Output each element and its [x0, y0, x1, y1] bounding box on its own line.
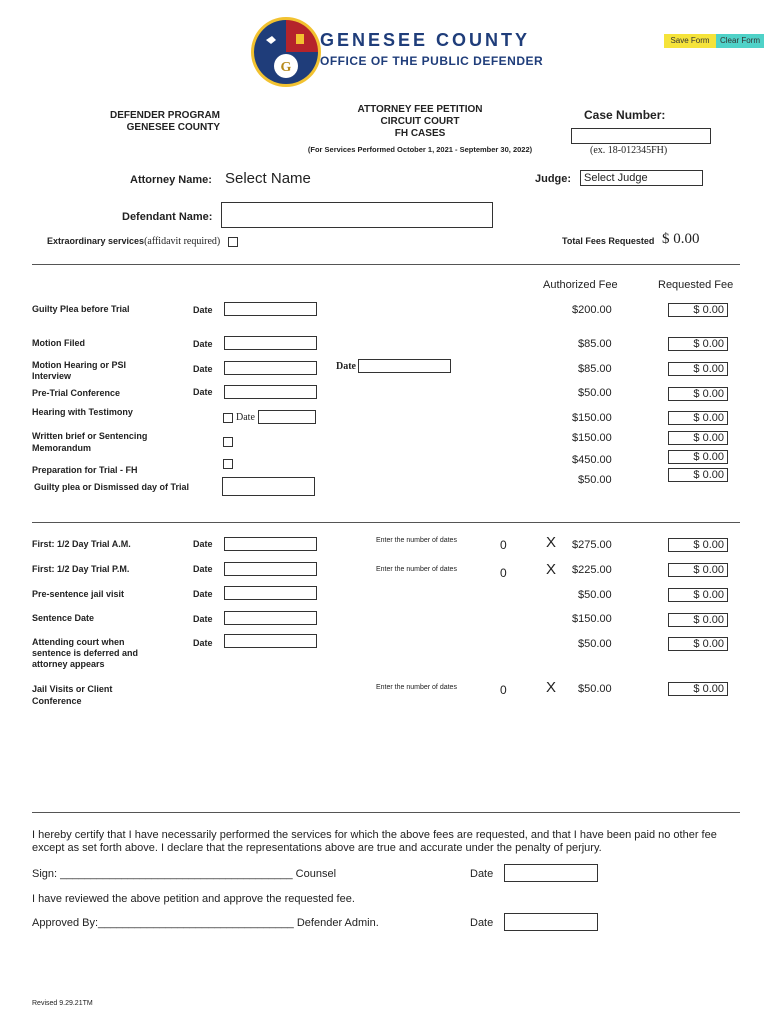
date-input[interactable] — [224, 361, 317, 375]
fee-row-label: Preparation for Trial - FH — [32, 465, 138, 475]
date-count: 0 — [500, 683, 507, 697]
authorized-fee: $85.00 — [578, 363, 612, 375]
multiply-icon: X — [546, 534, 557, 551]
sign-line: Sign: ______________________________________ Counsel — [32, 868, 337, 880]
date-input[interactable] — [358, 359, 451, 373]
date-input[interactable] — [224, 634, 317, 648]
date-label: Date — [193, 564, 213, 574]
date-label: Date — [236, 412, 255, 423]
requested-fee-input[interactable]: $ 0.00 — [668, 588, 728, 602]
date-label: Date — [193, 638, 213, 648]
brief-checkbox[interactable] — [223, 437, 233, 447]
date-label: Date — [193, 339, 213, 349]
date-input[interactable] — [224, 586, 317, 600]
case-number-label: Case Number: — [584, 108, 666, 122]
county-seal-icon — [248, 12, 328, 90]
authorized-fee: $150.00 — [572, 432, 612, 444]
svg-text:G: G — [280, 60, 292, 75]
fee-row-label: Guilty plea or Dismissed day of Trial — [34, 482, 190, 492]
authorized-fee: $200.00 — [572, 304, 612, 316]
date-label: Date — [336, 361, 356, 372]
preparation-checkbox[interactable] — [223, 459, 233, 469]
requested-fee-input[interactable]: $ 0.00 — [668, 563, 728, 577]
defendant-name-label: Defendant Name: — [122, 211, 213, 223]
date-input[interactable] — [224, 385, 317, 399]
defendant-name-input[interactable] — [221, 202, 493, 228]
authorized-fee: $225.00 — [572, 564, 612, 576]
date-label: Date — [193, 539, 213, 549]
requested-fee-input[interactable]: $ 0.00 — [668, 682, 728, 696]
enter-dates-label: Enter the number of dates — [376, 684, 457, 691]
case-number-example: (ex. 18-012345FH) — [590, 145, 668, 156]
office-name: OFFICE OF THE PUBLIC DEFENDER — [320, 54, 544, 68]
program-title: DEFENDER PROGRAM GENESEE COUNTY — [109, 110, 220, 133]
enter-dates-label: Enter the number of dates — [376, 566, 457, 573]
total-fees-label: Total Fees Requested — [562, 236, 655, 246]
divider — [32, 264, 740, 265]
approval-date-input[interactable] — [504, 913, 598, 931]
total-fees-value: $ 0.00 — [662, 231, 700, 247]
fee-row-label: Motion Filed — [32, 338, 85, 348]
authorized-fee: $275.00 — [572, 539, 612, 551]
divider — [32, 522, 740, 523]
attorney-name-label: Attorney Name: — [130, 174, 212, 186]
fee-row-label: Hearing with Testimony — [32, 407, 133, 417]
service-period: (For Services Performed October 1, 2021 - September 30, 2022) — [307, 145, 533, 154]
date-input[interactable] — [224, 336, 317, 350]
county-name: GENESEE COUNTY — [320, 30, 531, 50]
divider — [32, 812, 740, 813]
date-input[interactable] — [224, 562, 317, 576]
date-label: Date — [193, 364, 213, 374]
date-label: Date — [470, 868, 494, 880]
authorized-fee: $50.00 — [578, 387, 612, 399]
date-input[interactable] — [258, 410, 316, 424]
requested-fee-input[interactable]: $ 0.00 — [668, 538, 728, 552]
fee-row-label: Pre-sentence jail visit — [32, 589, 125, 599]
fee-row-label: Motion Hearing or PSI Interview — [32, 360, 127, 381]
authorized-fee: $150.00 — [572, 613, 612, 625]
date-label: Date — [193, 589, 213, 599]
save-form-button[interactable]: Save Form — [664, 34, 716, 48]
date-input[interactable] — [224, 611, 317, 625]
clear-form-button[interactable]: Clear Form — [716, 34, 764, 48]
requested-fee-input[interactable]: $ 0.00 — [668, 303, 728, 317]
requested-fee-input[interactable]: $ 0.00 — [668, 387, 728, 401]
authorized-fee-header: Authorized Fee — [543, 279, 618, 291]
fee-row-label: Written brief or Sentencing Memorandum — [32, 431, 148, 453]
hearing-checkbox[interactable] — [223, 413, 233, 423]
fee-row-label: Guilty Plea before Trial — [32, 304, 130, 314]
attorney-name-select[interactable]: Select Name — [225, 170, 311, 187]
requested-fee-input[interactable]: $ 0.00 — [668, 637, 728, 651]
requested-fee-input[interactable]: $ 0.00 — [668, 613, 728, 627]
fee-row-label: Pre-Trial Conference — [32, 388, 121, 398]
authorized-fee: $50.00 — [578, 638, 612, 650]
requested-fee-input[interactable]: $ 0.00 — [668, 337, 728, 351]
extraordinary-label: Extraordinary services(affidavit required) — [47, 236, 221, 247]
date-label: Date — [193, 387, 213, 397]
date-input[interactable] — [224, 537, 317, 551]
judge-select[interactable]: Select Judge — [580, 170, 703, 186]
date-input[interactable] — [222, 488, 315, 496]
authorized-fee: $50.00 — [578, 474, 612, 486]
approved-by-line: Approved By:________________________________ Defender Admin. — [32, 917, 379, 929]
date-label: Date — [193, 614, 213, 624]
case-number-input[interactable] — [571, 128, 711, 144]
authorized-fee: $85.00 — [578, 338, 612, 350]
logo — [248, 12, 548, 90]
extraordinary-checkbox[interactable] — [228, 237, 238, 247]
fee-row-label: Attending court when sentence is deferred and attorney appears — [32, 637, 139, 669]
fee-row-label: First: 1/2 Day Trial A.M. — [32, 539, 131, 549]
requested-fee-input[interactable]: $ 0.00 — [668, 450, 728, 464]
enter-dates-label: Enter the number of dates — [376, 537, 457, 544]
fee-row-label: First: 1/2 Day Trial P.M. — [32, 564, 130, 574]
revised-note: Revised 9.29.21TM — [32, 1000, 93, 1007]
requested-fee-input[interactable]: $ 0.00 — [668, 411, 728, 425]
fee-row-label: Jail Visits or Client Conference — [32, 684, 113, 706]
form-title: ATTORNEY FEE PETITION CIRCUIT COURT FH CASES (For Services Performed October 1, 2021 - September 30, 2022) — [300, 104, 540, 156]
multiply-icon: X — [546, 561, 557, 578]
certification-statement: I hereby certify that I have necessarily performed the services for which the above fees are requested, and that I have been paid no other fee except as set forth above. I declare that the representations above are true and accurate under the penalty of perjury. — [32, 829, 717, 854]
requested-fee-input[interactable]: $ 0.00 — [668, 362, 728, 376]
authorized-fee: $150.00 — [572, 412, 612, 424]
requested-fee-header: Requested Fee — [658, 279, 734, 291]
judge-label: Judge: — [535, 173, 572, 185]
date-input[interactable] — [224, 302, 317, 316]
authorized-fee: $450.00 — [572, 454, 612, 466]
fee-row-label: Sentence Date — [32, 613, 95, 623]
multiply-icon: X — [546, 679, 557, 696]
sign-date-input[interactable] — [504, 864, 598, 882]
requested-fee-input[interactable]: $ 0.00 — [668, 431, 728, 445]
date-label: Date — [470, 917, 494, 929]
review-statement: I have reviewed the above petition and approve the requested fee. — [32, 893, 355, 905]
requested-fee-input[interactable]: $ 0.00 — [668, 468, 728, 482]
authorized-fee: $50.00 — [578, 683, 612, 695]
authorized-fee: $50.00 — [578, 589, 612, 601]
date-count: 0 — [500, 566, 507, 580]
date-label: Date — [193, 305, 213, 315]
date-count: 0 — [500, 538, 507, 552]
